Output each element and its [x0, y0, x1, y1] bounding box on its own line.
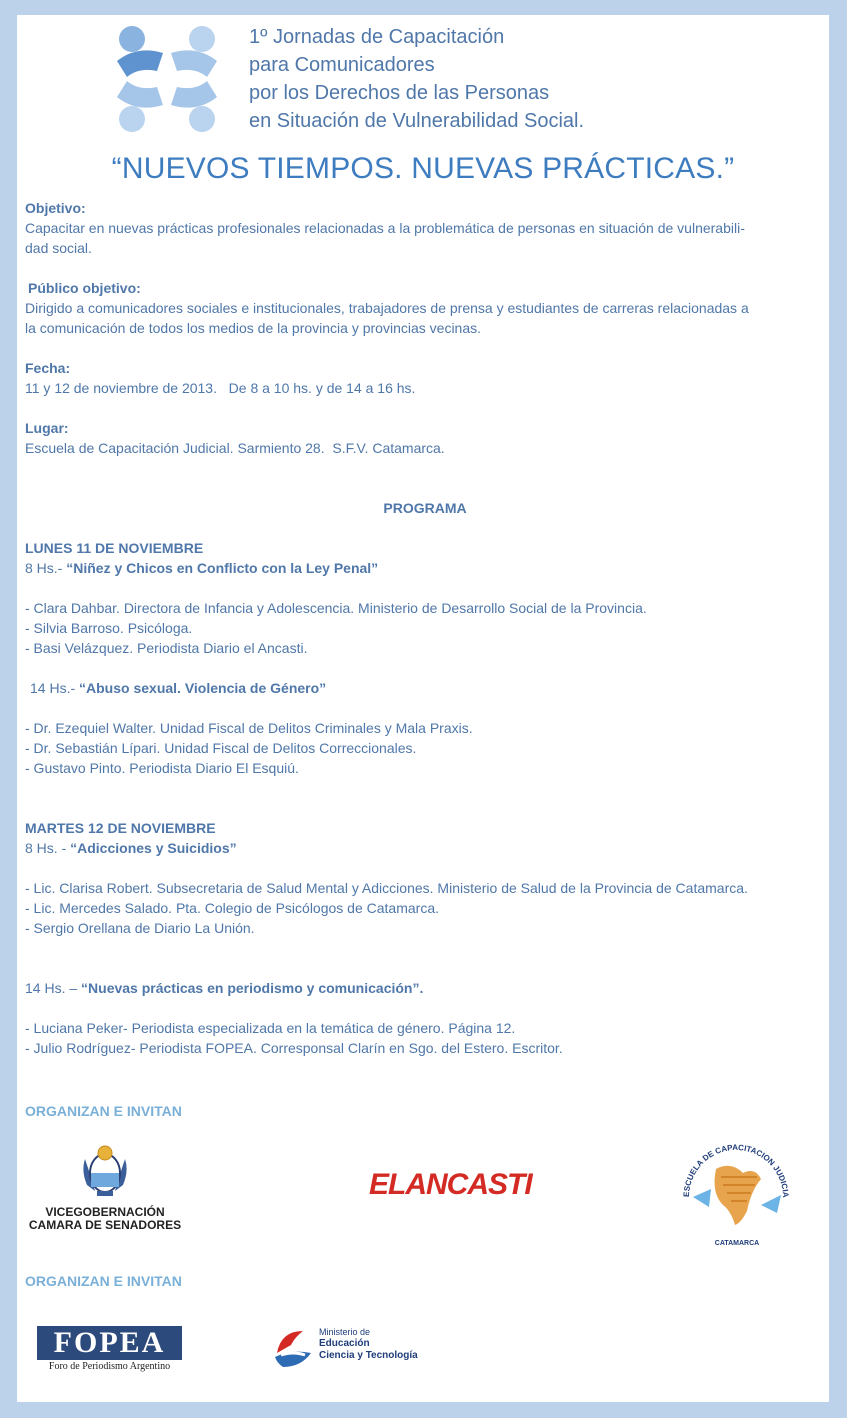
objetivo-section [25, 198, 825, 258]
speaker-item: - Dr. Ezequiel Walter. Unidad Fiscal de Delitos Criminales y Mala Praxis. [25, 720, 473, 736]
speaker-item: - Lic. Clarisa Robert. Subsecretaria de Salud Mental y Adicciones. Ministerio de Salud de la Provincia de Catamarca. [25, 880, 748, 896]
flyer-page [17, 15, 829, 1402]
fecha-label: Fecha: [25, 360, 71, 376]
session-title: “Abuso sexual. Violencia de Género” [79, 680, 327, 696]
title-line: en Situación de Vulnerabilidad Social. [249, 110, 585, 132]
ancasti-wordmark: ELANCASTI [369, 1168, 532, 1201]
session-time: 14 Hs.- [30, 680, 76, 696]
objetivo-text: Capacitar en nuevas prácticas profesionales relacionadas a la problemática de personas en situación de vulnerabili- [25, 220, 745, 236]
vicegob-line: CAMARA DE SENADORES [28, 1218, 182, 1232]
escuela-arc-text: ESCUELA DE CAPACITACION JUDICIA [681, 1142, 791, 1198]
speaker-item: - Clara Dahbar. Directora de Infancia y Adolescencia. Ministerio de Desarrollo Social de la Provincia. [25, 600, 647, 616]
speaker-item: - Julio Rodríguez- Periodista FOPEA. Corresponsal Clarín en Sgo. del Estero. Escritor. [25, 1040, 563, 1056]
fecha-section [25, 358, 825, 398]
organizers-title: ORGANIZAN E INVITAN [25, 1273, 182, 1289]
lugar-section [25, 418, 825, 458]
session-time: 8 Hs.- [25, 560, 63, 576]
fecha-text: 11 y 12 de noviembre de 2013. De 8 a 10 hs. y de 14 a 16 hs. [25, 380, 416, 396]
organizers-title: ORGANIZAN E INVITAN [25, 1103, 182, 1119]
people-circle-logo [97, 19, 237, 139]
day2-section [25, 818, 825, 1058]
title-line: por los Derechos de las Personas [249, 82, 550, 104]
publico-text: la comunicación de todos los medios de la provincia y provincias vecinas. [25, 320, 482, 336]
programa-title: PROGRAMA [383, 500, 467, 516]
session-heading [25, 838, 825, 858]
fopea-wordmark: FOPEA [37, 1326, 182, 1360]
fopea-logo [37, 1326, 182, 1374]
escuela-judicial-logo [671, 1127, 801, 1247]
ministerio-line: Ministerio de [319, 1327, 371, 1337]
day2-heading: MARTES 12 DE NOVIEMBRE [25, 820, 216, 836]
session-heading [25, 978, 825, 998]
speaker-item: - Silvia Barroso. Psicóloga. [25, 620, 193, 636]
speaker-item: - Lic. Mercedes Salado. Pta. Colegio de Psicólogos de Catamarca. [25, 900, 439, 916]
speaker-item: - Basi Velázquez. Periodista Diario el Ancasti. [25, 640, 308, 656]
fopea-subtitle: Foro de Periodismo Argentino [48, 1361, 171, 1372]
event-title [249, 23, 809, 135]
catamarca-label: CATAMARCA [714, 1240, 760, 1247]
vicegobernacion-logo [25, 1141, 185, 1231]
speaker-item: - Gustavo Pinto. Periodista Diario El Esquiú. [25, 760, 299, 776]
title-line: para Comunicadores [249, 54, 435, 76]
objetivo-label: Objetivo: [25, 200, 86, 216]
day1-section [25, 538, 825, 778]
session-time: 14 Hs. – [25, 980, 78, 996]
ministerio-emblem-icon [267, 1323, 317, 1373]
el-ancasti-logo [369, 1168, 532, 1202]
ministerio-line: Educación [319, 1338, 370, 1349]
objetivo-text: dad social. [25, 240, 92, 256]
publico-text: Dirigido a comunicadores sociales e institucionales, trabajadores de prensa y estudiantes de carreras relacionadas a [25, 300, 749, 316]
session-heading [25, 558, 825, 578]
ministerio-line: Ciencia y Tecnología [319, 1350, 418, 1361]
session-heading [25, 678, 825, 698]
lugar-text: Escuela de Capacitación Judicial. Sarmiento 28. S.F.V. Catamarca. [25, 440, 445, 456]
slogan: “NUEVOS TIEMPOS. NUEVAS PRÁCTICAS.” [111, 152, 735, 185]
session-time: 8 Hs. - [25, 840, 67, 856]
ministerio-logo [267, 1321, 457, 1376]
escuela-emblem-icon [671, 1127, 801, 1247]
session-title: “Niñez y Chicos en Conflicto con la Ley Penal” [66, 560, 379, 576]
day1-heading: LUNES 11 DE NOVIEMBRE [25, 540, 204, 556]
provincial-shield-icon [79, 1141, 131, 1199]
speaker-item: - Dr. Sebastián Lípari. Unidad Fiscal de Delitos Correccionales. [25, 740, 417, 756]
session-title: “Adicciones y Suicidios” [70, 840, 237, 856]
title-line: 1º Jornadas de Capacitación [249, 26, 505, 48]
speaker-item: - Sergio Orellana de Diario La Unión. [25, 920, 255, 936]
speaker-item: - Luciana Peker- Periodista especializada en la temática de género. Página 12. [25, 1020, 516, 1036]
publico-section [25, 278, 825, 338]
session-title: “Nuevas prácticas en periodismo y comunicación”. [81, 980, 424, 996]
vicegob-line: VICEGOBERNACIÓN [45, 1205, 165, 1219]
publico-label: Público objetivo: [28, 280, 141, 296]
lugar-label: Lugar: [25, 420, 69, 436]
